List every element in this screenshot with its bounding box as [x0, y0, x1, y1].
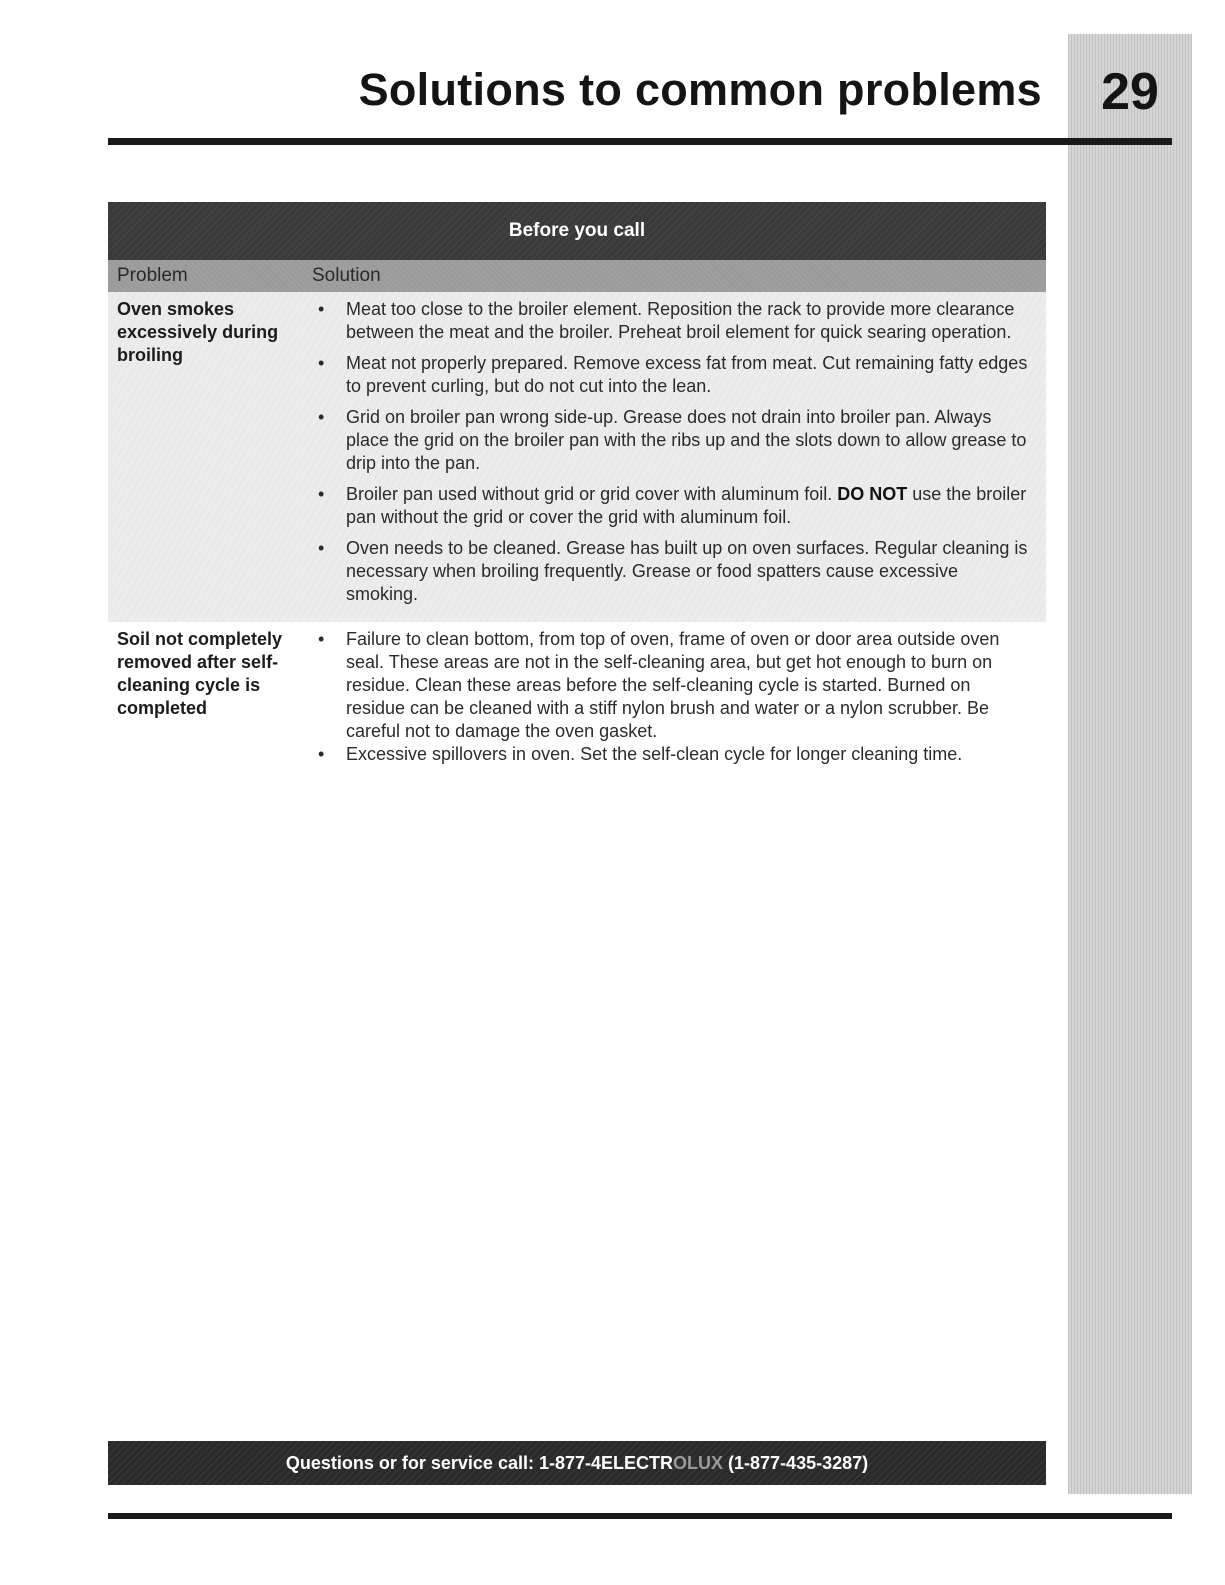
solution-cell: [303, 292, 1046, 622]
problem-cell: Soil not completely removed after self-cleaning cycle is completed: [117, 629, 283, 718]
bullet-icon: •: [318, 484, 325, 504]
solution-text: Grid on broiler pan wrong side-up. Grease does not drain into broiler pan. Always place the grid on the broiler pan with the ribs up and the slots down to allow grease to drip into the pan.: [346, 407, 1027, 473]
table-row: [108, 292, 1046, 622]
footer-text-prefix: Questions or for service call: 1-877-4ELECTR: [285, 1453, 674, 1473]
table-title: Before you call: [108, 202, 1046, 260]
solution-text-before: Broiler pan used without grid or grid cover with aluminum foil.: [346, 484, 838, 504]
solution-item: [312, 406, 1028, 475]
solution-item: [312, 743, 1028, 766]
solution-text: Failure to clean bottom, from top of oven, frame of oven or door area outside oven seal. These areas are not in the self-cleaning area, but get hot enough to burn on residue. Clean these areas before the self-cleaning cycle is started. Burned on residue can be cleaned with a stiff nylon brush and water or a nylon scrubber. Be careful not to damage the oven gasket.: [346, 629, 1000, 741]
table-row: [108, 622, 1046, 774]
column-header-problem: Problem: [117, 265, 188, 286]
column-header-solution: Solution: [312, 265, 381, 286]
solution-item: [312, 628, 1028, 743]
bullet-icon: •: [318, 744, 325, 764]
solution-text: Excessive spillovers in oven. Set the self-clean cycle for longer cleaning time.: [346, 744, 963, 764]
bullet-icon: •: [318, 407, 325, 427]
service-call-banner: [108, 1441, 1046, 1485]
bullet-icon: •: [318, 299, 325, 319]
solution-text-after: use the broiler pan without the grid or cover the grid with aluminum foil.: [346, 484, 1027, 527]
solution-text: [346, 483, 1028, 529]
bullet-icon: •: [318, 629, 325, 649]
footer-text-brand-fade: OLUX: [673, 1453, 724, 1473]
solution-text: Meat not properly prepared. Remove excess fat from meat. Cut remaining fatty edges to prevent curling, but do not cut into the lean.: [346, 353, 1028, 396]
solution-cell: [303, 622, 1046, 774]
top-rule: [108, 138, 1172, 145]
warning-emphasis: DO NOT: [837, 484, 908, 504]
bullet-icon: •: [318, 538, 325, 558]
side-band: [1068, 34, 1192, 1494]
solution-item: [312, 352, 1028, 398]
bullet-icon: •: [318, 353, 325, 373]
bottom-rule: [108, 1513, 1172, 1519]
footer-text-suffix: (1-877-435-3287): [723, 1453, 869, 1473]
solution-item: [312, 298, 1028, 344]
troubleshooting-table: [108, 202, 1046, 774]
column-header-row: [108, 260, 1046, 292]
problem-cell: Oven smokes excessively during broiling: [117, 299, 279, 365]
solution-item: [312, 537, 1028, 606]
page-number: 29: [1101, 63, 1159, 121]
page-title: Solutions to common problems: [358, 64, 1042, 115]
solution-text: Oven needs to be cleaned. Grease has built up on oven surfaces. Regular cleaning is necessary when broiling frequently. Grease or food spatters cause excessive smoking.: [346, 538, 1028, 604]
solution-text: Meat too close to the broiler element. Reposition the rack to provide more clearance between the meat and the broiler. Preheat broil element for quick searing operation.: [346, 299, 1015, 342]
solution-item: [312, 483, 1028, 529]
